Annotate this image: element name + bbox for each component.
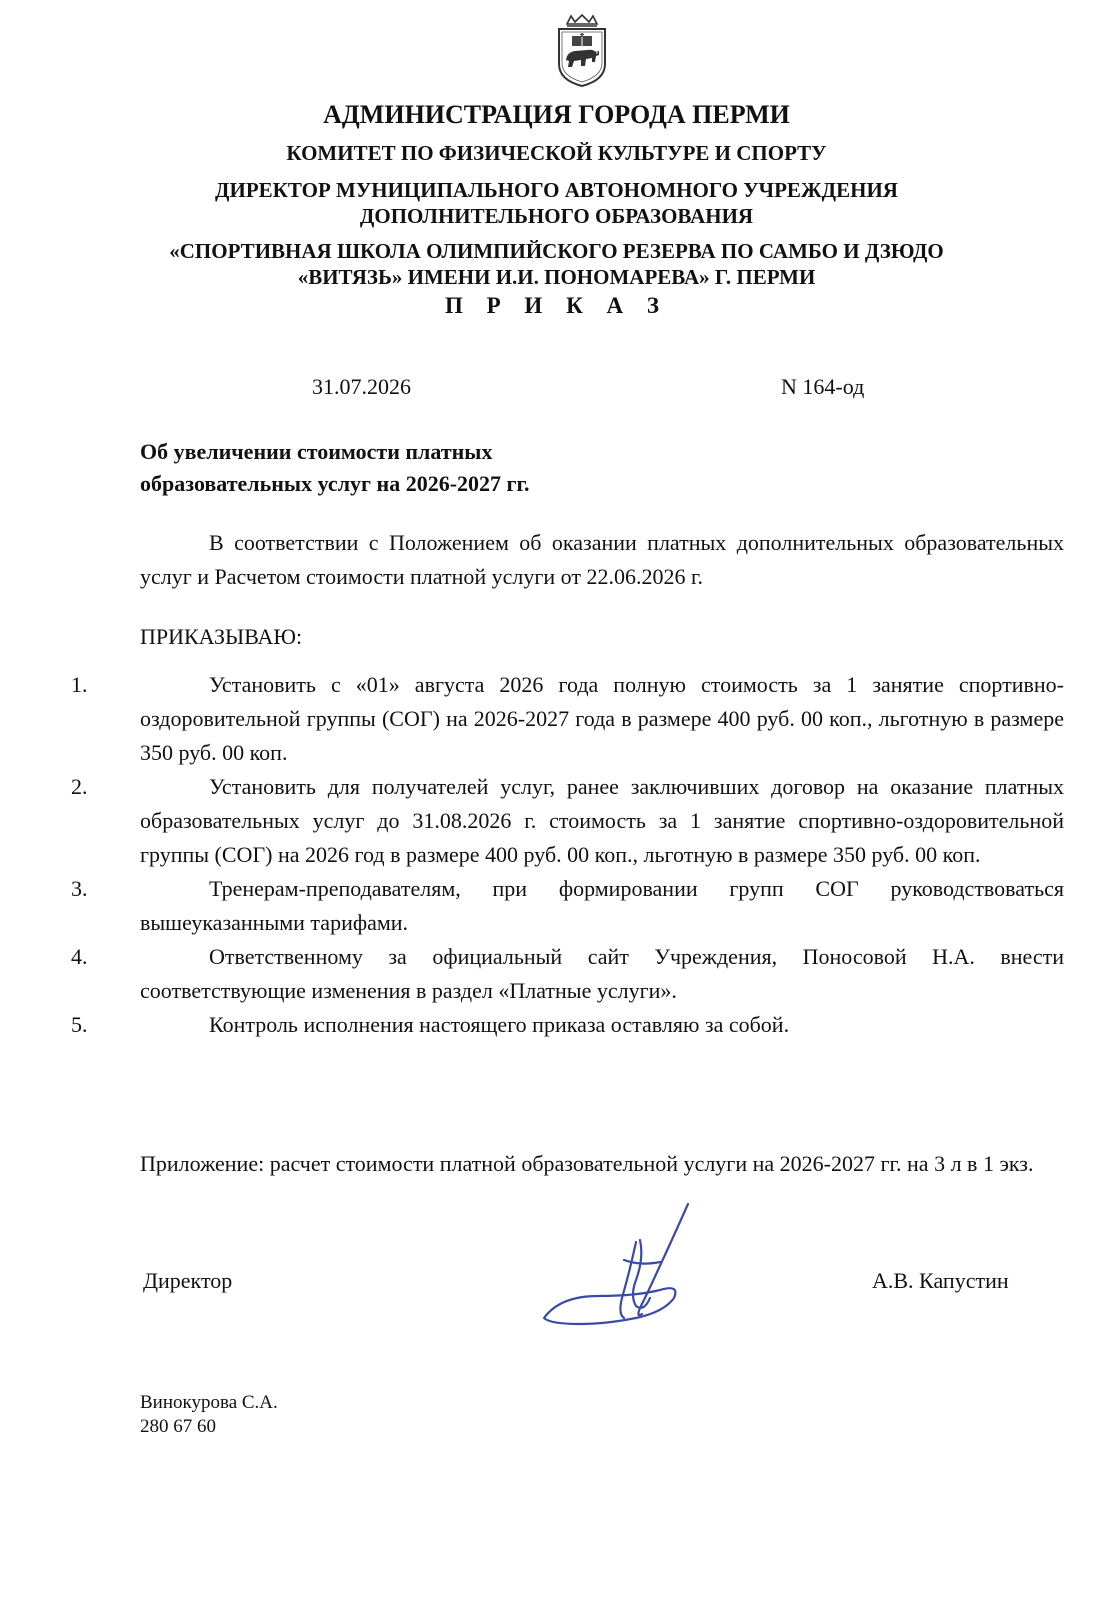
committee-title: КОМИТЕТ ПО ФИЗИЧЕСКОЙ КУЛЬТУРЕ И СПОРТУ: [286, 141, 827, 165]
signer-name: А.В. Капустин: [872, 1268, 1009, 1293]
director-title-line2: ДОПОЛНИТЕЛЬНОГО ОБРАЗОВАНИЯ: [359, 204, 754, 228]
order-word: ПРИКАЗЫВАЮ:: [140, 624, 303, 649]
list-item-text: Ответственному за официальный сайт Учреждения, Поносовой Н.А. внести соответствующие изменения в раздел «Платные услуги».: [140, 944, 1064, 1003]
order-items-list: [71, 668, 1064, 1042]
order-subject-line1: Об увеличении стоимости платных: [140, 439, 493, 464]
handwritten-signature-icon: [540, 1200, 700, 1340]
executor-name: Винокурова С.А.: [140, 1392, 278, 1413]
order-date: 31.07.2026: [312, 374, 411, 399]
list-item-number: 4.: [71, 944, 88, 969]
list-item-text: Тренерам-преподавателям, при формировании групп СОГ руководствоваться вышеуказанными тарифами.: [140, 876, 1064, 935]
school-title: [0, 238, 1113, 290]
list-item-text: Установить с «01» августа 2026 года полную стоимость за 1 занятие спортивно-оздоровительной группы (СОГ) на 2026-2027 года в размере 400 руб. 00 коп., льготную в размере 350 руб. 00 коп.: [140, 672, 1064, 765]
director-title: [0, 177, 1113, 229]
list-item: [71, 770, 1064, 872]
preamble-paragraph: В соответствии с Положением об оказании платных дополнительных образовательных услуг и Расчетом стоимости платной услуги от 22.06.2026 г.: [140, 530, 1064, 589]
perm-coat-of-arms-icon: [553, 14, 611, 88]
list-item: [71, 940, 1064, 1008]
attachment-note: Приложение: расчет стоимости платной образовательной услуги на 2026-2027 гг. на 3 л в 1 экз.: [140, 1151, 1034, 1176]
list-item-number: 3.: [71, 876, 88, 901]
order-number: N 164-од: [781, 374, 865, 399]
executor-info: [140, 1391, 278, 1439]
list-item: [71, 668, 1064, 770]
executor-phone: 280 67 60: [140, 1416, 216, 1437]
list-item: [71, 872, 1064, 940]
director-title-line1: ДИРЕКТОР МУНИЦИПАЛЬНОГО АВТОНОМНОГО УЧРЕЖДЕНИЯ: [215, 178, 898, 202]
order-heading: П Р И К А З: [444, 293, 668, 318]
list-item-number: 5.: [71, 1012, 88, 1037]
signer-role: Директор: [143, 1268, 233, 1293]
order-subject: [140, 436, 530, 500]
order-subject-line2: образовательных услуг на 2026-2027 гг.: [140, 471, 530, 496]
list-item-number: 2.: [71, 774, 88, 799]
list-item-text: Контроль исполнения настоящего приказа оставляю за собой.: [209, 1012, 790, 1037]
school-title-line2: «ВИТЯЗЬ» ИМЕНИ И.И. ПОНОМАРЕВА» Г. ПЕРМИ: [297, 265, 816, 289]
list-item-text: Установить для получателей услуг, ранее заключивших договор на оказание платных образовательных услуг до 31.08.2026 г. стоимость за 1 занятие спортивно-оздоровительной группы (СОГ) на 2026 год в размере 400 руб. 00 коп., льготную в размере 350 руб. 00 коп.: [140, 774, 1064, 867]
administration-title: АДМИНИСТРАЦИЯ ГОРОДА ПЕРМИ: [323, 100, 790, 129]
school-title-line1: «СПОРТИВНАЯ ШКОЛА ОЛИМПИЙСКОГО РЕЗЕРВА ПО САМБО И ДЗЮДО: [169, 239, 944, 263]
list-item: [71, 1008, 1064, 1042]
list-item-number: 1.: [71, 672, 88, 697]
